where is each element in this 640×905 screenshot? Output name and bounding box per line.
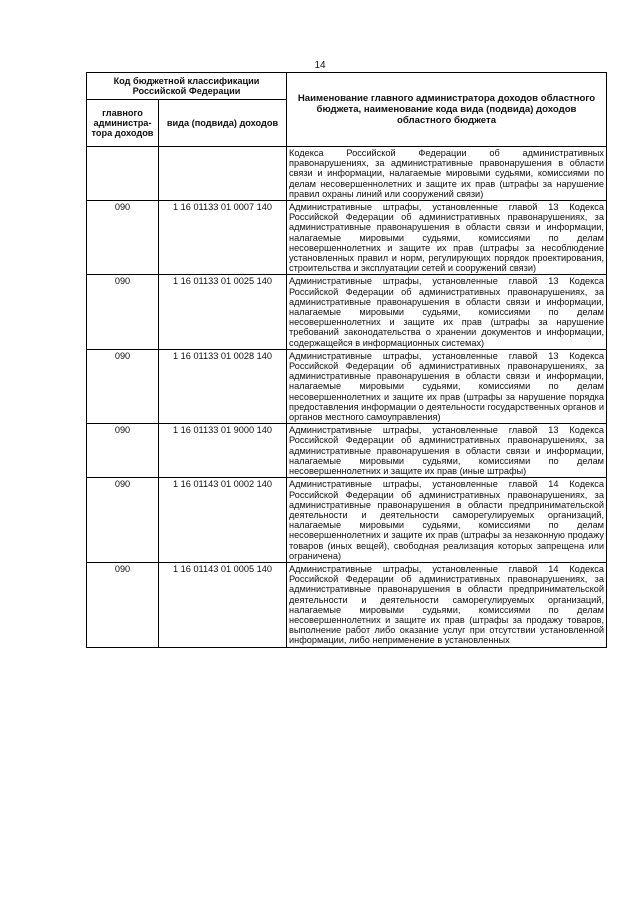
income-code-cell: 1 16 01133 01 0028 140 [159, 349, 287, 423]
budget-classification-table [86, 72, 607, 648]
admin-code-cell: 090 [87, 275, 159, 349]
header-row-group [87, 73, 607, 100]
description-cell: Административные штрафы, установленные главой 13 Кодекса Российской Федерации об административных правонарушениях, за административные правонарушения в области связи и информации, налагаемые мировыми судьями, комиссиями по делам несовершеннолетних и защите их прав (иные штрафы) [287, 424, 607, 478]
header-code-column: вида (подвида) доходов [159, 100, 287, 147]
description-cell: Административные штрафы, установленные главой 13 Кодекса Российской Федерации об административных правонарушениях, за административные правонарушения в области связи и информации, налагаемые мировыми судьями, комиссиями по делам несовершеннолетних и защите их прав (штрафы за нарушение порядка предоставления информации о деятельности государственных органов и органов местного самоуправления) [287, 349, 607, 423]
table-row [87, 424, 607, 478]
description-cell: Кодекса Российской Федерации об административных правонарушениях, за административные правонарушения в области связи и информации, налагаемые мировыми судьями, комиссиями по делам несовершеннолетних и защите их прав (штрафы за нарушение правил охраны линий или сооружений связи) [287, 147, 607, 201]
admin-code-cell: 090 [87, 424, 159, 478]
admin-code-cell: 090 [87, 349, 159, 423]
header-group-code: Код бюджетной классификации Российской Федерации [87, 73, 287, 100]
table-row [87, 478, 607, 563]
table-row [87, 562, 607, 647]
admin-code-cell: 090 [87, 562, 159, 647]
income-code-cell: 1 16 01143 01 0005 140 [159, 562, 287, 647]
header-admin-column: главного администра-тора доходов [87, 100, 159, 147]
description-cell: Административные штрафы, установленные главой 14 Кодекса Российской Федерации об административных правонарушениях, за административные правонарушения в области предпринимательской деятельности и деятельности саморегулируемых организаций, налагаемые мировыми судьями, комиссиями по делам несовершеннолетних и защите их прав (штрафы за незаконную продажу товаров (иных вещей), свободная реализация которых запрещена или ограничена) [287, 478, 607, 563]
header-name-column: Наименование главного администратора доходов областного бюджета, наименование кода вида (подвида) доходов областного бюджета [287, 73, 607, 147]
admin-code-cell [87, 147, 159, 201]
income-code-cell: 1 16 01133 01 9000 140 [159, 424, 287, 478]
page-number: 14 [314, 60, 326, 71]
income-code-cell: 1 16 01133 01 0007 140 [159, 201, 287, 275]
admin-code-cell: 090 [87, 478, 159, 563]
income-code-cell [159, 147, 287, 201]
description-cell: Административные штрафы, установленные главой 14 Кодекса Российской Федерации об административных правонарушениях, за административные правонарушения в области предпринимательской деятельности и деятельности саморегулируемых организаций, налагаемые мировыми судьями, комиссиями по делам несовершеннолетних и защите их прав (штрафы за продажу товаров, выполнение работ либо оказание услуг при отсутствии установленной информации, либо неприменение в установленных [287, 562, 607, 647]
description-cell: Административные штрафы, установленные главой 13 Кодекса Российской Федерации об административных правонарушениях, за административные правонарушения в области связи и информации, налагаемые мировыми судьями, комиссиями по делам несовершеннолетних и защите их прав (штрафы за несоблюдение установленных правил и норм, регулирующих порядок проектирования, строительства и эксплуатации сетей и сооружений связи) [287, 201, 607, 275]
table-row [87, 349, 607, 423]
table-row [87, 201, 607, 275]
table-row [87, 275, 607, 349]
description-cell: Административные штрафы, установленные главой 13 Кодекса Российской Федерации об административных правонарушениях, за административные правонарушения в области связи и информации, налагаемые мировыми судьями, комиссиями по делам несовершеннолетних и защите их прав (штрафы за нарушение требований законодательства о хранении документов и информации, содержащейся в информационных системах) [287, 275, 607, 349]
income-code-cell: 1 16 01133 01 0025 140 [159, 275, 287, 349]
income-code-cell: 1 16 01143 01 0002 140 [159, 478, 287, 563]
admin-code-cell: 090 [87, 201, 159, 275]
table-row [87, 147, 607, 201]
